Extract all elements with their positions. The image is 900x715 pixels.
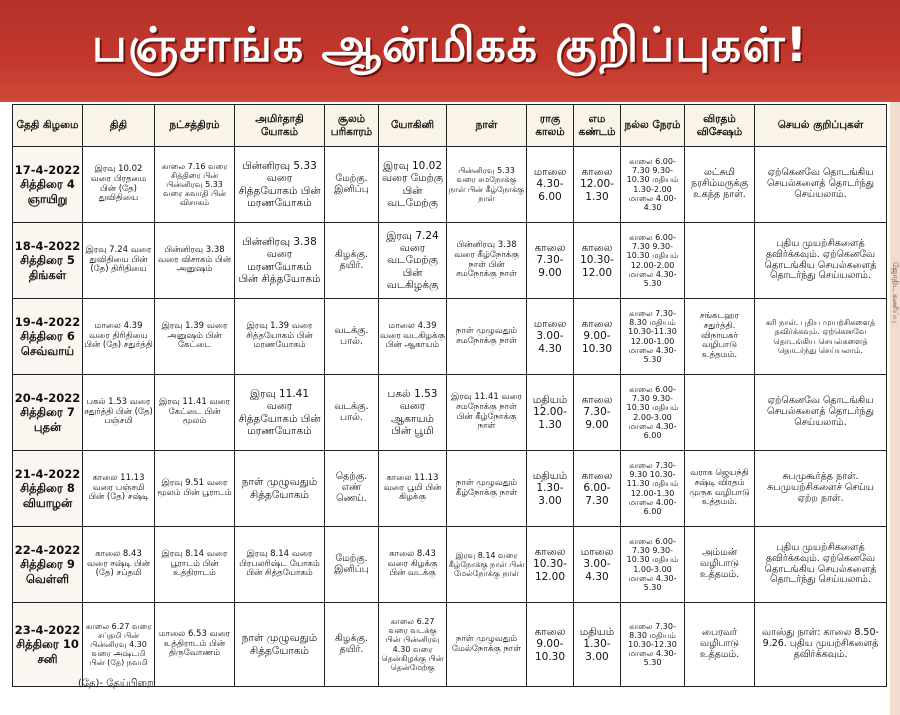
cell-amirtha-yogam: இரவு 1.39 வரை சித்தயோகம் பின் மரணயோகம் bbox=[235, 299, 325, 375]
cell-amirtha-yogam: பின்னிரவு 5.33 வரை சித்தயோகம் பின் மரணயோகம் bbox=[235, 147, 325, 223]
cell-tithi: காலை 8.43 வரை சஷ்டி பின் (தே) சப்தமி bbox=[83, 527, 155, 603]
panchangam-table bbox=[12, 104, 887, 687]
cell-viratham: சங்கடஹர சதுர்த்தி. விநாயகர் வழிபாடு உத்தமம். bbox=[685, 299, 755, 375]
header-row bbox=[13, 105, 887, 147]
cell-seyal: புதிய முயற்சிகளைத் தவிர்க்கவும். ஏற்கெனவே தொடங்கிய செயல்களைத் தொடர்ந்து செய்யலாம். bbox=[755, 223, 887, 299]
cell-tithi: மாலை 4.39 வரை திரிதியை பின் (தே) சதுர்த்தி bbox=[83, 299, 155, 375]
cell-nalla-neram: காலை 6.00-7.30 9.30-10.30 மதியம் 1.00-3.00 மாலை 4.30-5.30 bbox=[621, 527, 685, 603]
cell-viratham: அம்மன் வழிபாடு உத்தமம். bbox=[685, 527, 755, 603]
cell-amirtha-yogam: நாள் முழுவதும் சித்தயோகம் bbox=[235, 451, 325, 527]
cell-date: 20-4-2022 சித்திரை 7 புதன் bbox=[13, 375, 83, 451]
cell-naal: பின்னிரவு 3.38 வரை கீழ்நோக்கு நாள் பின் சமநோக்கு நாள் bbox=[447, 223, 527, 299]
header-ema: எம கண்டம் bbox=[574, 105, 621, 147]
cell-yogini: காலை 8.43 வரை கிழக்கு பின் வடக்கு bbox=[379, 527, 447, 603]
cell-amirtha-yogam: இரவு 8.14 வரை பிரபலரிஷ்ட யோகம் பின் சித்தயோகம் bbox=[235, 527, 325, 603]
cell-viratham: வராக ஜெயந்தி சஷ்டி விரதம் முருக வழிபாடு உத்தமம். bbox=[685, 451, 755, 527]
table-row bbox=[13, 223, 887, 299]
cell-tithi: இரவு 7.24 வரை துவிதியை பின் (தே) திரிதியை bbox=[83, 223, 155, 299]
cell-date: 17-4-2022 சித்திரை 4 ஞாயிறு bbox=[13, 147, 83, 223]
cell-rahu: மாலை 4.30-6.00 bbox=[527, 147, 574, 223]
cell-nakshatra: இரவு 9.51 வரை மூலம் பின் பூராடம் bbox=[155, 451, 235, 527]
cell-seyal: ஏற்கெனவே தொடங்கிய செயல்களைத் தொடர்ந்து செய்யலாம். bbox=[755, 147, 887, 223]
header-amirtha-yogam: அமிர்தாதி யோகம் bbox=[235, 105, 325, 147]
cell-nalla-neram: காலை 6.00-7.30 9.30-10.30 மதியம் 2.00-3.00 மாலை 4.30-6.00 bbox=[621, 375, 685, 451]
cell-tithi: காலை 11.13 வரை பஞ்சமி பின் (தே) சஷ்டி bbox=[83, 451, 155, 527]
header-nakshatra: நட்சத்திரம் bbox=[155, 105, 235, 147]
cell-tithi: காலை 6.27 வரை சப்தமி பின் பின்னிரவு 4.30 வரை அஷ்டமி பின் (தே) நவமி bbox=[83, 603, 155, 687]
cell-nakshatra: மாலை 6.53 வரை உத்திராடம் பின் திருவோணம் bbox=[155, 603, 235, 687]
cell-naal: நாள் முழுவதும் சமநோக்கு நாள் bbox=[447, 299, 527, 375]
cell-nalla-neram: காலை 6.00-7.30 9.30-10.30 மதியம் 12.00-2.00 மாலை 4.30-5.30 bbox=[621, 223, 685, 299]
cell-naal: நாள் முழுவதும் மேல்நோக்கு நாள் bbox=[447, 603, 527, 687]
cell-nalla-neram: காலை 7.30-8.30 மதியம் 10.30-12.30 மாலை 4.30-5.30 bbox=[621, 603, 685, 687]
cell-ema: காலை 6.00-7.30 bbox=[574, 451, 621, 527]
cell-nalla-neram: காலை 7.30-9.30 10.30-11.30 மதியம் 12.00-1.30 மாலை 4.00-6.00 bbox=[621, 451, 685, 527]
cell-yogini: இரவு 7.24 வரை வடமேற்கு பின் வடகிழக்கு bbox=[379, 223, 447, 299]
side-credit-text: ஜோதிட கணிப்பு bbox=[891, 262, 900, 323]
cell-naal: இரவு 8.14 வரை கீழ்நோக்கு நாள் பின் மேல்நோக்கு நாள் bbox=[447, 527, 527, 603]
header-date: தேதி கிழமை bbox=[13, 105, 83, 147]
cell-amirtha-yogam: பின்னிரவு 3.38 வரை மரணயோகம் பின் சித்தயோகம் bbox=[235, 223, 325, 299]
cell-date: 23-4-2022 சித்திரை 10 சனி bbox=[13, 603, 83, 687]
cell-naal: பின்னிரவு 5.33 வரை சமநோக்கு நாள் பின் கீழ்நோக்கு நாள் bbox=[447, 147, 527, 223]
cell-rahu: காலை 9.00-10.30 bbox=[527, 603, 574, 687]
cell-date: 21-4-2022 சித்திரை 8 வியாழன் bbox=[13, 451, 83, 527]
header-seyal: செயல் குறிப்புகள் bbox=[755, 105, 887, 147]
cell-viratham bbox=[685, 375, 755, 451]
cell-amirtha-yogam: இரவு 11.41 வரை சித்தயோகம் பின் மரணயோகம் bbox=[235, 375, 325, 451]
cell-nakshatra: இரவு 8.14 வரை பூராடம் பின் உத்திராடம் bbox=[155, 527, 235, 603]
cell-seyal: சுபமுகூர்த்த நாள். சுபமுயற்சிகளைச் செய்ய ஏற்ற நாள். bbox=[755, 451, 887, 527]
page-title: பஞ்சாங்க ஆன்மிகக் குறிப்புகள்! bbox=[91, 18, 809, 73]
cell-rahu: காலை 7.30-9.00 bbox=[527, 223, 574, 299]
cell-date: 18-4-2022 சித்திரை 5 திங்கள் bbox=[13, 223, 83, 299]
table-row bbox=[13, 147, 887, 223]
table-row bbox=[13, 451, 887, 527]
cell-tithi: இரவு 10.02 வரை பிரதமை பின் (தே) துவிதியை bbox=[83, 147, 155, 223]
cell-soolam: மேற்கு. இனிப்பு bbox=[325, 147, 379, 223]
title-banner bbox=[0, 0, 900, 102]
table-row bbox=[13, 375, 887, 451]
cell-soolam: கிழக்கு. தயிர். bbox=[325, 603, 379, 687]
cell-naal: இரவு 11.41 வரை சமநோக்கு நாள் பின் கீழ்நோக்கு நாள் bbox=[447, 375, 527, 451]
cell-soolam: மேற்கு. இனிப்பு bbox=[325, 527, 379, 603]
cell-rahu: மதியம் 12.00-1.30 bbox=[527, 375, 574, 451]
cell-nalla-neram: காலை 7.30-8.30 மதியம் 10.30-11.30 12.00-1.00 மாலை 4.30-5.30 bbox=[621, 299, 685, 375]
cell-seyal: வாஸ்து நாள்: காலை 8.50-9.26. புதிய முயற்சிகளைத் தவிர்க்கவும். bbox=[755, 603, 887, 687]
footnote: (தே)- தேய்பிறை bbox=[78, 678, 154, 689]
header-tithi: திதி bbox=[83, 105, 155, 147]
cell-soolam: வடக்கு. பால். bbox=[325, 375, 379, 451]
cell-naal: நாள் முழுவதும் கீழ்நோக்கு நாள் bbox=[447, 451, 527, 527]
header-rahu: ராகு காலம் bbox=[527, 105, 574, 147]
cell-tithi: பகல் 1.53 வரை சதுர்த்தி பின் (தே) பஞ்சமி bbox=[83, 375, 155, 451]
cell-yogini: பகல் 1.53 வரை ஆகாயம் பின் பூமி bbox=[379, 375, 447, 451]
cell-seyal: புதிய முயற்சிகளைத் தவிர்க்கவும். ஏற்கெனவே தொடங்கிய செயல்களைத் தொடர்ந்து செய்யலாம். bbox=[755, 527, 887, 603]
cell-rahu: காலை 10.30-12.00 bbox=[527, 527, 574, 603]
cell-viratham: லட்சுமி நரசிம்மருக்கு உகந்த நாள். bbox=[685, 147, 755, 223]
cell-soolam: வடக்கு. பால். bbox=[325, 299, 379, 375]
cell-ema: காலை 12.00-1.30 bbox=[574, 147, 621, 223]
cell-rahu: மதியம் 1.30-3.00 bbox=[527, 451, 574, 527]
cell-yogini: இரவு 10.02 வரை மேற்கு பின் வடமேற்கு bbox=[379, 147, 447, 223]
cell-nakshatra: இரவு 1.39 வரை அனுஷம் பின் கேட்டை bbox=[155, 299, 235, 375]
header-yogini: யோகினி bbox=[379, 105, 447, 147]
cell-amirtha-yogam: நாள் முழுவதும் சித்தயோகம் bbox=[235, 603, 325, 687]
cell-nakshatra: இரவு 11.41 வரை கேட்டை பின் மூலம் bbox=[155, 375, 235, 451]
table-row bbox=[13, 527, 887, 603]
cell-yogini: மாலை 4.39 வரை வடகிழக்கு பின் ஆகாயம் bbox=[379, 299, 447, 375]
cell-viratham bbox=[685, 223, 755, 299]
cell-ema: காலை 10.30-12.00 bbox=[574, 223, 621, 299]
side-strip bbox=[890, 102, 900, 715]
cell-ema: மாலை 3.00-4.30 bbox=[574, 527, 621, 603]
cell-yogini: காலை 11.13 வரை பூமி பின் கிழக்கு bbox=[379, 451, 447, 527]
cell-soolam: தெற்கு. எண் ணெய். bbox=[325, 451, 379, 527]
header-viratham: விரதம் விசேஷம் bbox=[685, 105, 755, 147]
header-naal: நாள் bbox=[447, 105, 527, 147]
table-row bbox=[13, 603, 887, 687]
cell-date: 19-4-2022 சித்திரை 6 செவ்வாய் bbox=[13, 299, 83, 375]
cell-nakshatra: பின்னிரவு 3.38 வரை விசாகம் பின் அனுஷம் bbox=[155, 223, 235, 299]
cell-viratham: பைரவர் வழிபாடு உத்தமம். bbox=[685, 603, 755, 687]
cell-soolam: கிழக்கு. தயிர். bbox=[325, 223, 379, 299]
cell-ema: காலை 9.00-10.30 bbox=[574, 299, 621, 375]
cell-ema: காலை 7.30-9.00 bbox=[574, 375, 621, 451]
cell-seyal: ஏற்கெனவே தொடங்கிய செயல்களைத் தொடர்ந்து செய்யலாம். bbox=[755, 375, 887, 451]
cell-date: 22-4-2022 சித்திரை 9 வெள்ளி bbox=[13, 527, 83, 603]
cell-seyal: கரி நாள். புதிய முயற்சிகளைத் தவிர்க்கவும். ஏற்கெனவே தொடங்கிய செயல்களைத் தொடர்ந்து செய்யலாம். bbox=[755, 299, 887, 375]
cell-yogini: காலை 6.27 வரை வடக்கு பின் பின்னிரவு 4.30 வரை தென்கிழக்கு பின் தென்மேற்கு bbox=[379, 603, 447, 687]
cell-rahu: மாலை 3.00-4.30 bbox=[527, 299, 574, 375]
header-soolam: சூலம் பரிகாரம் bbox=[325, 105, 379, 147]
table-row bbox=[13, 299, 887, 375]
cell-ema: மதியம் 1.30-3.00 bbox=[574, 603, 621, 687]
cell-nakshatra: காலை 7.16 வரை சித்திரை பின் பின்னிரவு 5.33 வரை சுவாதி பின் விசாகம் bbox=[155, 147, 235, 223]
cell-nalla-neram: காலை 6.00-7.30 9.30-10.30 மதியம் 1.30-2.00 மாலை 4.00-4.30 bbox=[621, 147, 685, 223]
header-nalla-neram: நல்ல நேரம் bbox=[621, 105, 685, 147]
